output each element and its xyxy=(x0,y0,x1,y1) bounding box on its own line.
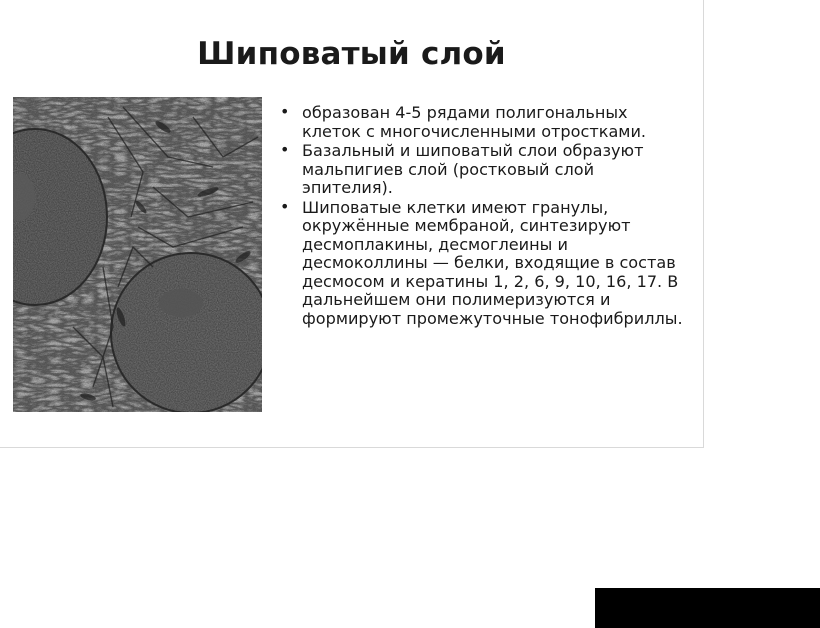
bullet-text: Шиповатые клетки имеют гранулы, окружённые мембраной, синтезируют десмоплакины, десмоглеины и десмоколлины — белки, входящие в состав десмосом и кератины 1, 2, 6, 9, 10, 16, 17. В дальнейшем они полимеризуются и формируют промежуточные тонофибриллы. xyxy=(302,197,683,328)
bullet-glyph: • xyxy=(280,102,290,121)
bullet-item xyxy=(280,196,685,329)
bullet-text: образован 4-5 рядами полигональных клеток с многочисленными отростками. xyxy=(302,103,647,141)
bullet-text: Базальный и шиповатый слои образуют мальпигиев слой (ростковый слой эпителия). xyxy=(302,141,644,197)
bullet-list xyxy=(280,104,685,328)
bullet-glyph: • xyxy=(280,140,290,159)
bullet-item xyxy=(280,142,685,198)
micrograph-image xyxy=(13,97,262,412)
bullet-glyph: • xyxy=(280,196,290,216)
bullet-item xyxy=(280,104,685,141)
black-overlay-box xyxy=(595,588,820,628)
slide-title: Шиповатый слой xyxy=(197,36,506,72)
